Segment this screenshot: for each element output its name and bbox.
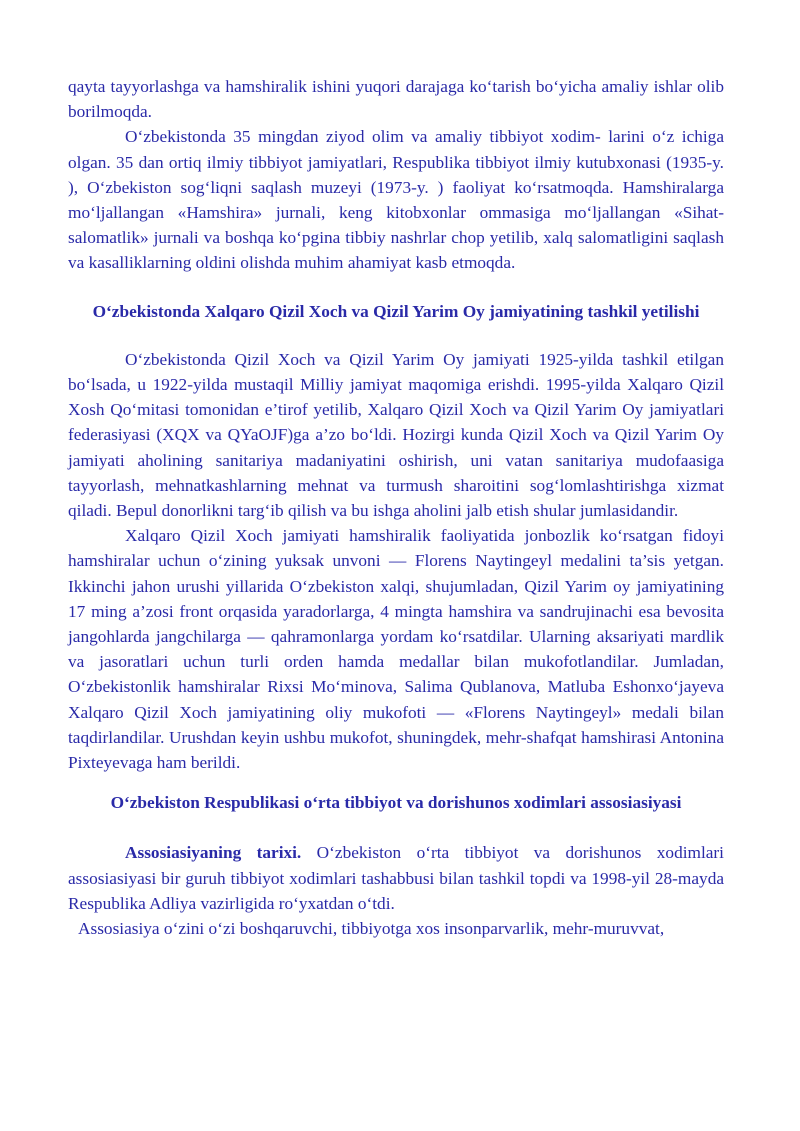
- paragraph-nightingale-medal: Xalqaro Qizil Xoch jamiyati hamshiralik faoliyatida jonbozlik ko‘rsatgan fidoyi hamshiralar uchun o‘zining yuksak unvoni — Florens Naytingeyl medalini ta’sis yetgan. Ikkinchi jahon urushi yillarida O‘zbekiston xalqi, shujumladan, Qizil Yarim oy jamiyatining 17 ming a’zosi front orqasida yaradorlarga, 4 mingta hamshira va sandrujinachi esa bevosita jangohlarda jangchilarga — qahramonlarga yordam ko‘rsatdilar. Ularning aksariyati mardlik va jasoratlari uchun turli orden hamda medallar bilan mukofotlandilar. Jumladan, O‘zbekistonlik hamshiralar Rixsi Mo‘minova, Salima Qublanova, Matluba Eshonxo‘jayeva Xalqaro Qizil Xoch jamiyatining oliy mukofoti — «Florens Naytingeyl» medali bilan taqdirlandilar. Urushdan keyin ushbu mukofot, shuningdek, mehr-shafqat hamshirasi Antonina Pixteyevaga ham berildi.: [68, 526, 724, 773]
- paragraph-uzbekistan-science: O‘zbekistonda 35 mingdan ziyod olim va amaliy tibbiyot xodim- larini o‘z ichiga olgan. 35 dan ortiq ilmiy tibbiyot jamiyatlari, Respublika tibbiyot ilmiy kutubxonasi (1935-y. ), O‘zbekiston sog‘liqni saqlash muzeyi (1973-y. ) faoliyat ko‘rsatmoqda. Hamshiralarga mo‘ljallangan «Hamshira» jurnali, keng kitobxonlar ommasiga mo‘ljallangan «Sihat- salomatlik» jurnali va boshqa ko‘pgina tibbiy nashrlar chop yetilib, xalq salomatligini saqlash va kasalliklarning oldini olishda muhim ahamiyat kasb etmoqda.: [68, 127, 724, 273]
- paragraph-lead-bold: Assosiasiyaning tarixi.: [125, 843, 302, 863]
- paragraph-red-cross-history: O‘zbekistonda Qizil Xoch va Qizil Yarim Oy jamiyati 1925-yilda tashkil etilgan bo‘lsada, u 1922-yilda mustaqil Milliy jamiyat maqomiga erishdi. 1995-yilda Xalqaro Qizil Xosh Qo‘mitasi tomonidan e’tirof yetilib, Xalqaro Qizil Xoch va Qizil Yarim Oy jamiyatlari federasiyasi (XQX va QYaOJF)ga a’zo bo‘ldi. Hozirgi kunda Qizil Xoch va Qizil Yarim Oy jamiyati aholining sanitariya madaniyatini oshirish, uni vatan sanitariya mudofaasiga tayyorlash, mehnatkashlarning mehnat va turmush sharoitini sog‘lomlashtirishga xizmat qiladi. Bepul donorlikni targ‘ib qilish va bu ishga aholini jalb etish shular jumlasidandir.: [68, 349, 724, 521]
- section-heading-association: O‘zbekiston Respublikasi o‘rta tibbiyot va dorishunos xodimlari assosiasiyasi: [110, 793, 682, 813]
- paragraph-association-history: [68, 840, 724, 916]
- document-page: [68, 74, 724, 941]
- paragraph-continued: qayta tayyorlashga va hamshiralik ishini yuqori darajaga ko‘tarish bo‘yicha amaliy ishlar olib borilmoqda.: [68, 77, 724, 122]
- section-heading-red-cross: O‘zbekistonda Xalqaro Qizil Xoch va Qizil Yarim Oy jamiyatining tashkil yetilishi: [92, 301, 700, 321]
- paragraph-association-text: O‘zbekiston o‘rta tibbiyot va dorishunos xodimlari assosiasiyasi bir guruh tibbiyot xodimlari tashabbusi bilan tashkil topdi va 1998-yil 28-mayda Respublika Adliya vazirligida ro‘yxatdan o‘tdi.: [68, 843, 724, 913]
- paragraph-association-self-governing: Assosiasiya o‘zini o‘zi boshqaruvchi, tibbiyotga xos insonparvarlik, mehr-muruvvat,: [78, 919, 665, 939]
